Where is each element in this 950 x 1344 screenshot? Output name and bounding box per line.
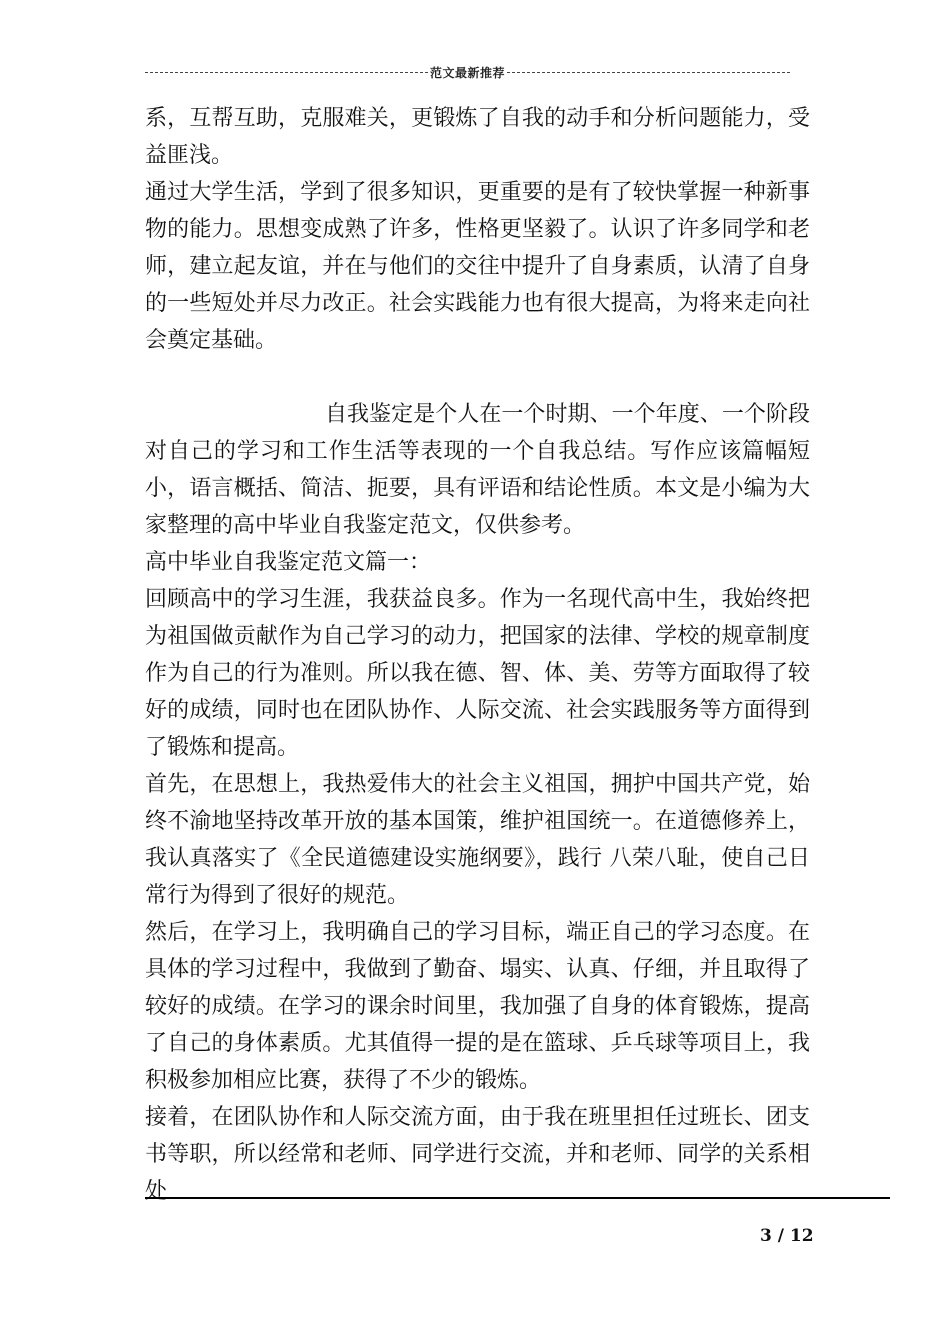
paragraph-university-summary: 通过大学生活，学到了很多知识，更重要的是有了较快掌握一种新事物的能力。思想变成熟了许多，性格更坚毅了。认识了许多同学和老师，建立起友谊，并在与他们的交往中提升了自身素质，认清了自身的一些短处并尽力改正。社会实践能力也有很大提高，为将来走向社会奠定基础。 <box>145 180 810 353</box>
header-dash-left <box>145 72 428 73</box>
page-number: 3 / 12 <box>760 1226 814 1246</box>
header-dash-right <box>507 72 790 73</box>
blank-line <box>145 359 810 396</box>
paragraph-intro: 自我鉴定是个人在一个时期、一个年度、一个阶段对自己的学习和工作生活等表现的一个自我总结。写作应该篇幅短小，语言概括、简洁、扼要，具有评语和结论性质。本文是小编为大家整理的高中毕业自我鉴定范文，仅供参考。 <box>145 402 810 538</box>
paragraph-review: 回顾高中的学习生涯，我获益良多。作为一名现代高中生，我始终把为祖国做贡献作为自己学习的动力，把国家的法律、学校的规章制度作为自己的行为准则。所以我在德、智、体、美、劳等方面取得了较好的成绩，同时也在团队协作、人际交流、社会实践服务等方面得到了锻炼和提高。 <box>145 587 810 760</box>
page-header <box>145 64 790 80</box>
header-title: 范文最新推荐 <box>430 65 506 80</box>
paragraph-study: 然后，在学习上，我明确自己的学习目标，端正自己的学习态度。在具体的学习过程中，我做到了勤奋、塌实、认真、仔细，并且取得了较好的成绩。在学习的课余时间里，我加强了自身的体育锻炼，提高了自己的身体素质。尤其值得一提的是在篮球、乒乓球等项目上，我积极参加相应比赛，获得了不少的锻炼。 <box>145 920 810 1093</box>
paragraph-continuation: 系，互帮互助，克服难关，更锻炼了自我的动手和分析问题能力，受益匪浅。 <box>145 106 810 168</box>
paragraph-teamwork: 接着，在团队协作和人际交流方面，由于我在班里担任过班长、团支书等职，所以经常和老师、同学进行交流，并和老师、同学的关系相处 <box>145 1105 810 1204</box>
document-body <box>145 100 810 1210</box>
paragraph-ideology: 首先，在思想上，我热爱伟大的社会主义祖国，拥护中国共产党，始终不渝地坚持改革开放的基本国策，维护祖国统一。在道德修养上，我认真落实了《全民道德建设实施纲要》，践行 八荣八耻，使自己日常行为得到了很好的规范。 <box>145 772 810 908</box>
section-heading: 高中毕业自我鉴定范文篇一： <box>145 550 432 575</box>
footer-divider <box>145 1197 890 1199</box>
